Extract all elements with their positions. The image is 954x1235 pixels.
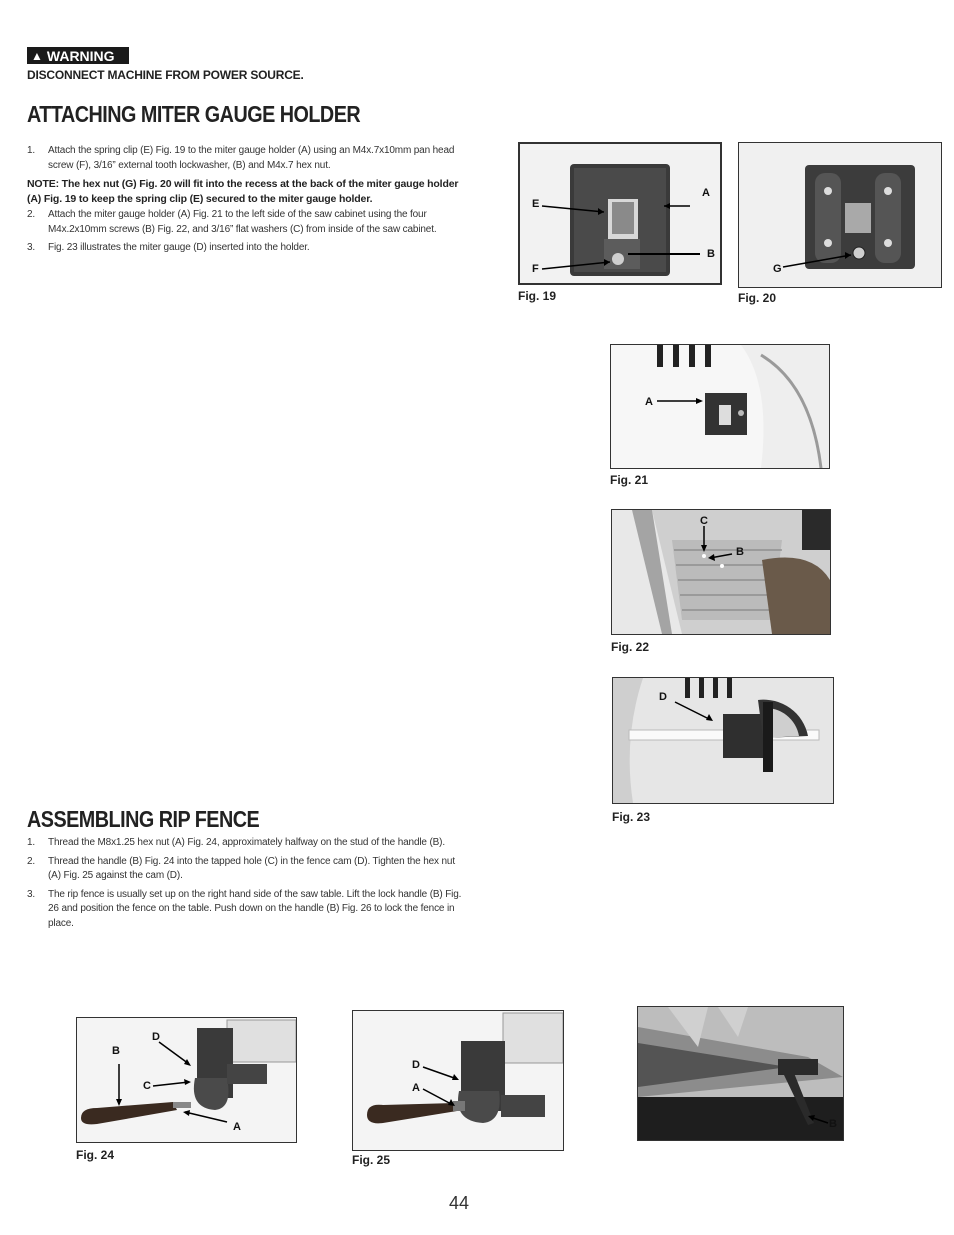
fig19-label-a: A — [702, 187, 710, 199]
step-item: 1. Thread the M8x1.25 hex nut (A) Fig. 24, approximately halfway on the stud of the handle (B). — [27, 837, 445, 848]
figure-24-caption: Fig. 24 — [76, 1148, 115, 1162]
note-text: NOTE: The hex nut (G) Fig. 20 will fit into the recess at the back of the miter gauge holder (A) Fig. 19 to keep the spring clip (E) secured to the miter gauge holder. — [27, 178, 459, 205]
figure-21-caption: Fig. 21 — [610, 473, 649, 487]
fig24-label-b: B — [112, 1045, 120, 1057]
section-title-rip-fence: ASSEMBLING RIP FENCE — [27, 806, 260, 832]
fig22-label-c: C — [700, 515, 708, 527]
figure-19-caption: Fig. 19 — [518, 289, 557, 303]
figure-23-photo — [612, 677, 834, 804]
figure-20-caption: Fig. 20 — [738, 291, 777, 305]
figure-26-photo — [637, 1006, 844, 1141]
warning-text: DISCONNECT MACHINE FROM POWER SOURCE. — [27, 68, 304, 82]
page-number: 44 — [449, 1193, 470, 1213]
step-item: 3. Fig. 23 illustrates the miter gauge (D) inserted into the holder. — [27, 242, 310, 253]
fig25-label-d: D — [412, 1059, 420, 1071]
fig21-label-a: A — [645, 396, 653, 408]
step-item: 2. Attach the miter gauge holder (A) Fig. 21 to the left side of the saw cabinet using the four M4x.2x10mm screws (B) Fig. 22, and 3/16” flat washers (C) from inside of the saw cabinet. — [27, 209, 437, 235]
figure-25-photo — [352, 1010, 564, 1151]
fig20-label-g: G — [773, 263, 782, 275]
step-item: 2. Thread the handle (B) Fig. 24 into the tapped hole (C) in the fence cam (D). Tighten the hex nut (A) Fig. 25 against the cam (D). — [27, 855, 455, 881]
fig19-label-e: E — [532, 198, 540, 210]
warning-badge — [27, 47, 129, 64]
figure-25-caption: Fig. 25 — [352, 1153, 391, 1167]
figure-21-photo — [610, 344, 830, 469]
fig22-label-b: B — [736, 546, 744, 558]
fig19-label-f: F — [532, 263, 539, 275]
figure-23-caption: Fig. 23 — [612, 810, 651, 824]
warning-triangle-icon: ▲ — [31, 48, 43, 63]
fig24-label-a: A — [233, 1121, 241, 1133]
fig26-label-b: B — [829, 1118, 837, 1130]
section-title-miter-gauge-holder: ATTACHING MITER GAUGE HOLDER — [27, 101, 361, 127]
fig24-label-d: D — [152, 1031, 160, 1043]
fig23-label-d: D — [659, 691, 667, 703]
figure-19-photo — [518, 142, 722, 285]
fig24-label-c: C — [143, 1080, 151, 1092]
figure-20-photo — [738, 142, 942, 288]
figure-22-photo — [611, 509, 831, 635]
fig25-label-a: A — [412, 1082, 420, 1094]
miter-holder-steps — [27, 144, 469, 256]
step-item: 3. The rip fence is usually set up on the right hand side of the saw table. Lift the lock handle (B) Fig. 26 and position the fence on the table. Push down on the handle (B) Fig. 26 to lock the fence in place. — [27, 888, 462, 929]
figure-24-photo — [76, 1017, 297, 1143]
step-item: 1. Attach the spring clip (E) Fig. 19 to the miter gauge holder (A) using an M4x.7x10mm pan head screw (F), 3/16” external tooth lockwasher, (B) and M4x.7 hex nut. — [27, 145, 455, 171]
figure-22-caption: Fig. 22 — [611, 640, 650, 654]
rip-fence-steps — [27, 836, 469, 931]
fig19-label-b: B — [707, 248, 715, 260]
warning-badge-label: WARNING — [46, 47, 115, 64]
